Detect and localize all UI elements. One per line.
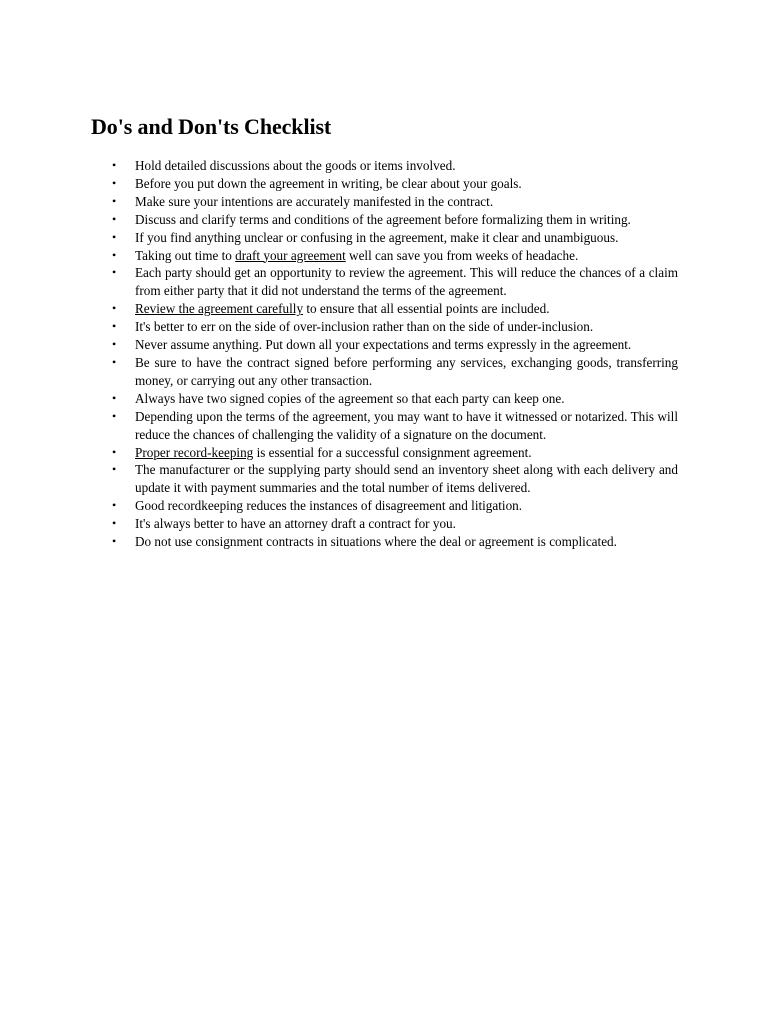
bullet-icon: •: [112, 265, 117, 280]
item-text: Be sure to have the contract signed before performing any services, exchanging goods, transferring money, or carrying out any other transaction.: [135, 354, 678, 388]
bullet-icon: •: [112, 247, 117, 262]
item-text: Do not use consignment contracts in situations where the deal or agreement is complicated.: [135, 534, 617, 550]
checklist-item: [112, 318, 678, 336]
bullet-icon: •: [112, 158, 117, 172]
bullet-icon: •: [112, 462, 117, 477]
item-text: Hold detailed discussions about the goods or items involved.: [135, 158, 456, 173]
checklist-item: [112, 461, 678, 497]
item-text: Before you put down the agreement in writing, be clear about your goals.: [135, 175, 522, 191]
item-text: Good recordkeeping reduces the instances of disagreement and litigation.: [135, 498, 523, 514]
item-text: Never assume anything. Put down all your expectations and terms expressly in the agreement.: [135, 337, 632, 353]
item-text: Each party should get an opportunity to review the agreement. This will reduce the chances of a claim from either party that it did not understand the terms of the agreement.: [135, 265, 678, 299]
checklist-item: [112, 193, 678, 211]
checklist-item: [112, 211, 678, 229]
item-text: It's always better to have an attorney draft a contract for you.: [135, 516, 456, 532]
item-text: Always have two signed copies of the agreement so that each party can keep one.: [135, 390, 565, 406]
checklist-item: [112, 157, 678, 175]
checklist-item: [112, 390, 678, 408]
record-keeping-link[interactable]: Proper record-keeping: [135, 444, 254, 460]
bullet-icon: •: [112, 193, 117, 208]
checklist-item: [112, 497, 678, 515]
bullet-icon: •: [112, 301, 117, 316]
checklist-item: [112, 336, 678, 354]
checklist-item: [112, 175, 678, 193]
item-text-after-link: well can save you from weeks of headache.: [345, 247, 579, 263]
item-text: The manufacturer or the supplying party should send an inventory sheet along with each delivery and update it with payment summaries and the total number of items delivered.: [135, 462, 678, 496]
checklist-item: [112, 300, 678, 318]
checklist-item: [112, 264, 678, 300]
review-agreement-link[interactable]: Review the agreement carefully: [135, 301, 304, 317]
bullet-icon: •: [112, 534, 117, 549]
item-text-after-link: is essential for a successful consignment agreement.: [253, 444, 532, 460]
page-title: Do's and Don'ts Checklist: [91, 114, 332, 139]
bullet-icon: •: [112, 319, 117, 334]
checklist-item: [112, 533, 678, 551]
item-text: Depending upon the terms of the agreement, you may want to have it witnessed or notarized. This will reduce the chances of challenging the validity of a signature on the document.: [135, 408, 678, 442]
checklist-item: [112, 408, 678, 444]
item-text-after-link: to ensure that all essential points are included.: [303, 301, 550, 317]
checklist-item: [112, 354, 678, 390]
bullet-icon: •: [112, 498, 117, 513]
bullet-icon: •: [112, 390, 117, 405]
draft-your-agreement-link[interactable]: draft your agreement: [235, 247, 346, 263]
checklist-item: [112, 229, 678, 247]
item-text: Discuss and clarify terms and conditions of the agreement before formalizing them in writing.: [135, 211, 631, 227]
item-text-before-link: Taking out time to: [135, 247, 236, 263]
bullet-icon: •: [112, 444, 117, 459]
item-text: Make sure your intentions are accurately manifested in the contract.: [135, 193, 494, 209]
checklist-item: [112, 515, 678, 533]
bullet-icon: •: [112, 211, 117, 226]
bullet-icon: •: [112, 408, 117, 423]
bullet-icon: •: [112, 175, 117, 190]
checklist-item: [112, 247, 678, 265]
bullet-icon: •: [112, 354, 117, 369]
bullet-icon: •: [112, 516, 117, 531]
checklist-item: [112, 444, 678, 462]
bullet-icon: •: [112, 337, 117, 352]
bullet-icon: •: [112, 229, 117, 244]
item-text: If you find anything unclear or confusing in the agreement, make it clear and unambiguous.: [135, 229, 619, 245]
checklist: [112, 157, 678, 551]
item-text: It's better to err on the side of over-inclusion rather than on the side of under-inclusion.: [135, 319, 594, 335]
